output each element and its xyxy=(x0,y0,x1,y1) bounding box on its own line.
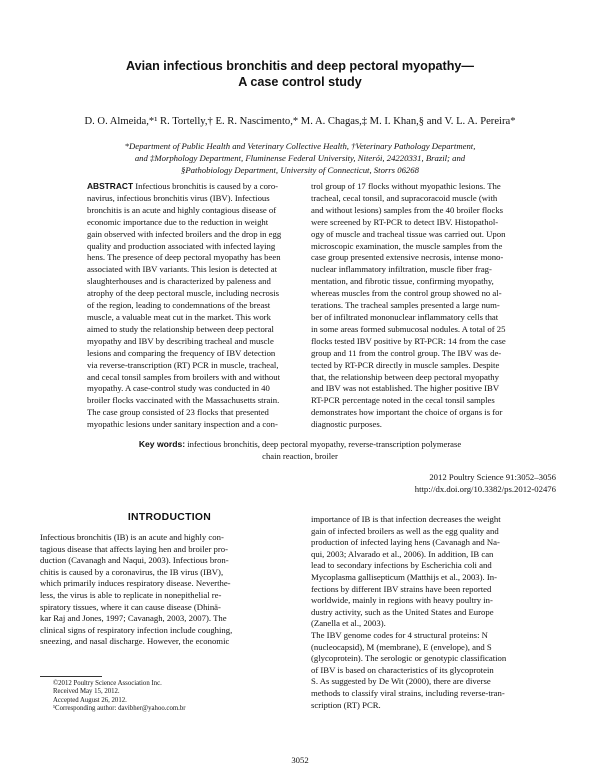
doi-link[interactable]: http://dx.doi.org/10.3382/ps.2012-02476 xyxy=(414,484,556,494)
page-number: 3052 xyxy=(291,755,309,765)
title-line-2: A case control study xyxy=(238,75,362,89)
abstract-line: navirus, infectious bronchitis virus (IBV). Infectious xyxy=(87,192,270,203)
abstract-line: group and 11 from the control group. The IBV was de- xyxy=(311,347,502,358)
author-list: D. O. Almeida,*¹ R. Tortelly,† E. R. Nascimento,* M. A. Chagas,‡ M. I. Khan,§ and V. L. A. Pereira* xyxy=(84,116,516,127)
body-text-line: chitis is caused by a coronavirus, the IB virus (IBV), xyxy=(40,566,224,577)
abstract-line: microscopic examination, the muscle samples from the xyxy=(311,240,503,251)
abstract-line: in some areas formed submucosal nodules. A total of 25 xyxy=(311,323,506,334)
body-text-line: spiratory tissues, where it can cause disease (Dhinä- xyxy=(40,601,221,612)
body-text-line: qui, 2003; Alvarado et al., 2006). In addition, IB can xyxy=(311,548,494,559)
introduction-left-column xyxy=(40,532,299,648)
abstract-line: demonstrates how important the choice of organs is for xyxy=(311,407,503,418)
keywords-line-1 xyxy=(80,439,520,451)
footnote-divider xyxy=(40,676,102,677)
abstract-line: lesions and comparing the frequency of IBV detection xyxy=(87,347,276,358)
keywords-text: infectious bronchitis, deep pectoral myopathy, reverse-transcription polymerase xyxy=(185,439,462,449)
abstract-line: atrophy of the deep pectoral muscle, including necrosis xyxy=(87,288,280,299)
abstract-line: case group presented extensive necrosis, intense mono- xyxy=(311,252,504,263)
abstract-line: flocks tested IBV positive by RT-PCR: 14 from the case xyxy=(311,335,506,346)
citation-line: 2012 Poultry Science 91:3052–3056 xyxy=(429,472,556,482)
abstract-line: ogy of muscle and tracheal tissue was carried out. Upon xyxy=(311,228,506,239)
abstract-line: nuclear inflammatory infiltration, muscle fiber frag- xyxy=(311,264,492,275)
abstract-line: hens. The presence of deep pectoral myopathy has been xyxy=(87,252,281,263)
abstract-line: gain observed with infected broilers and the drop in egg xyxy=(87,228,282,239)
body-text-line: lead to secondary infections by Escherichia coli and xyxy=(311,560,492,571)
abstract-line: myopathy and IBV by describing tracheal and muscle xyxy=(87,335,274,346)
body-text-line: fections by different IBV strains have been reported xyxy=(311,583,492,594)
abstract-line: were screened by RT-PCR to detect IBV. Histopathol- xyxy=(311,216,499,227)
keywords-line-2: chain reaction, broiler xyxy=(262,450,338,461)
body-text-line: The IBV genome codes for 4 structural proteins: N xyxy=(311,629,488,640)
footnote-accepted: Accepted August 26, 2012. xyxy=(53,696,127,704)
abstract-label: ABSTRACT xyxy=(87,181,134,191)
abstract-line: and without lesions) samples from the 40 broiler flocks xyxy=(311,204,504,215)
journal-citation xyxy=(415,471,556,495)
abstract-line: tracheal, cecal tonsil, and supracoracoid muscle (with xyxy=(311,192,498,203)
introduction-heading: INTRODUCTION xyxy=(127,512,212,523)
body-text-line: S. As suggested by De Wit (2000), there are diverse xyxy=(311,676,491,687)
abstract-line: broiler flocks vaccinated with the Massachusetts strain. xyxy=(87,395,280,406)
abstract-line: terations. The tracheal samples presented a large num- xyxy=(311,300,500,311)
body-text-line: less, the virus is able to replicate in nonepithelial re- xyxy=(40,589,222,600)
paper-title xyxy=(60,58,540,90)
body-text-line: (glycoprotein). The serologic or genotypic classification xyxy=(311,653,507,664)
body-text-line: production of infected laying hens (Cavanagh and Na- xyxy=(311,537,500,548)
body-text-line: duction (Cavanagh and Naqui, 2003). Infectious bron- xyxy=(40,555,229,566)
abstract-first-line xyxy=(87,181,297,193)
abstract-line: and IBV was not established. The higher positive IBV xyxy=(311,383,500,394)
body-text-line: scription (RT) PCR. xyxy=(311,699,381,710)
abstract-line: The case group consisted of 23 flocks that presented xyxy=(87,407,269,418)
keywords-label: Key words: xyxy=(138,439,186,449)
footnote-received: Received May 15, 2012. xyxy=(53,688,120,696)
body-text-line: gain of infected broilers as well as the egg quality and xyxy=(311,525,499,536)
abstract-right-column xyxy=(311,181,519,431)
abstract-line: tected by RT-PCR directly in muscle samples. Despite xyxy=(311,359,500,370)
abstract-line: muscle, a valuable meat cut in the market. This work xyxy=(87,311,271,322)
abstract-left-column xyxy=(87,181,297,431)
abstract-line: slaughterhouses and is characterized by paleness and xyxy=(87,276,271,287)
abstract-line: RT-PCR percentage noted in the cecal tonsil samples xyxy=(311,395,495,406)
abstract-line: and cecal tonsil samples from broilers with and without xyxy=(87,371,281,382)
body-text-line: worldwide, mainly in regions with heavy poultry in- xyxy=(311,595,493,606)
footnote-copyright: ©2012 Poultry Science Association Inc. xyxy=(53,680,162,687)
body-text-line: tagious disease that affects laying hen and broiler pro- xyxy=(40,543,229,554)
abstract-line: that, the relationship between deep pectoral myopathy xyxy=(311,371,499,382)
footnotes xyxy=(53,680,293,714)
body-text-line: methods to classify viral strains, including reverse-tran- xyxy=(311,687,505,698)
abstract-line: myopathic lesions under sanitary inspection and a con- xyxy=(87,419,278,430)
abstract-line: economic importance due to the reduction in weight xyxy=(87,216,269,227)
abstract-line: myopathy. A case-control study was conducted in 40 xyxy=(87,383,270,394)
body-text-line: kar Raj and Jones, 1997; Cavanagh, 2003, 2007). The xyxy=(40,613,227,624)
abstract-line: bronchitis is an acute and highly contagious disease of xyxy=(87,204,277,215)
abstract-line: trol group of 17 flocks without myopathic lesions. The xyxy=(311,181,501,191)
body-text-line: importance of IB is that infection decreases the weight xyxy=(311,514,501,524)
abstract-line: whereas muscles from the control group showed no al- xyxy=(311,288,502,299)
body-text-line: dustry activity, such as the United States and Europe xyxy=(311,606,494,617)
abstract-line: mentation, and fibrotic tissue, confirming myopathy, xyxy=(311,276,494,287)
body-text-line: which primarily induces respiratory disease. Neverthe- xyxy=(40,578,231,589)
abstract-line: quality and production associated with infected laying xyxy=(87,240,276,251)
affiliation-line: §Pathobiology Department, University of Connecticut, Storrs 06268 xyxy=(181,165,419,175)
abstract-line: aimed to study the relationship between deep pectoral xyxy=(87,323,274,334)
abstract-line: diagnostic purposes. xyxy=(311,419,382,430)
introduction-right-column xyxy=(311,514,561,711)
affiliation-line: *Department of Public Health and Veterinary Collective Health, †Veterinary Pathology Department, xyxy=(124,141,476,151)
body-text-line: of IBV is based on characteristics of its glycoprotein xyxy=(311,664,494,675)
abstract-line: ber of infiltrated mononuclear inflammatory cells that xyxy=(311,311,499,322)
keywords xyxy=(80,439,520,462)
body-text-line: sneezing, and nasal discharge. However, the economic xyxy=(40,636,230,647)
body-text-line: Infectious bronchitis (IB) is an acute and highly con- xyxy=(40,532,224,542)
affiliation-line: and ‡Morphology Department, Fluminense Federal University, Niterói, 24220331, Brazil; and xyxy=(134,153,466,163)
abstract-line: of the region, leading to condemnations of the breast xyxy=(87,300,271,311)
body-text-line: (nucleocapsid), M (membrane), E (envelope), and S xyxy=(311,641,492,652)
abstract-line: via reverse-transcription (RT) PCR in muscle, tracheal, xyxy=(87,359,279,370)
body-text-line: (Zanella et al., 2003). xyxy=(311,618,386,629)
abstract-line: associated with IBV variants. This lesion is detected at xyxy=(87,264,278,275)
body-text-line: Mycoplasma gallisepticum (Matthijs et al., 2003). In- xyxy=(311,571,498,582)
title-line-1: Avian infectious bronchitis and deep pectoral myopathy— xyxy=(125,59,475,73)
body-text-line: clinical signs of respiratory infection include coughing, xyxy=(40,624,233,635)
footnote-corresponding: ¹Corresponding author: davibher@yahoo.com.br xyxy=(53,705,186,713)
affiliations xyxy=(40,140,560,176)
abstract-first-text: Infectious bronchitis is caused by a coro- xyxy=(133,181,279,191)
